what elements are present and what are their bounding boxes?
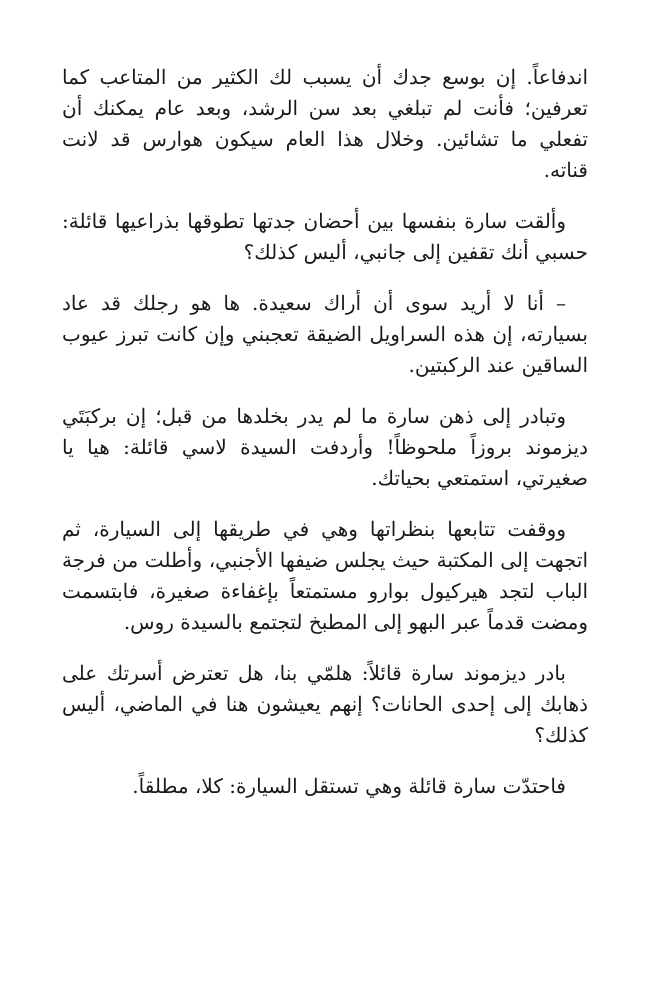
paragraph-2: وألقت سارة بنفسها بين أحضان جدتها تطوقها بذراعيها قائلة: حسبي أنك تقفين إلى جانبي، أليس كذلك؟ [62,209,588,264]
paragraph-5: ووقفت تتابعها بنظراتها وهي في طريقها إلى السيارة، ثم اتجهت إلى المكتبة حيث يجلس ضيفها الأجنبي، وأطلت من فرجة الباب لتجد هيركيول بوارو مستمتعاً بإغفاءة صغيرة، فابتسمت ومضت قدماً عبر البهو إلى المطبخ لتجتمع بالسيدة روس. [62,517,588,634]
paragraph-7: فاحتدّت سارة قائلة وهي تستقل السيارة: كلا، مطلقاً. [132,774,566,798]
paragraph-6: بادر ديزموند سارة قائلاً: هلمّي بنا، هل تعترض أسرتك على ذهابك إلى إحدى الحانات؟ إنهم يعيشون هنا في الماضي، أليس كذلك؟ [62,661,588,747]
paragraph-4: وتبادر إلى ذهن سارة ما لم يدر بخلدها من قبل؛ إن بركبَتَي ديزموند بروزاً ملحوظاً! وأردفت السيدة لاسي قائلة: هيا يا صغيرتي، استمتعي بحياتك. [62,404,588,490]
book-page [62,62,588,822]
paragraph-1: اندفاعاً. إن بوسع جدك أن يسبب لك الكثير من المتاعب كما تعرفين؛ فأنت لم تبلغي بعد سن الرشد، وبعد عام يمكنك أن تفعلي ما تشائين. وخلال هذا العام سيكون هوارس قد لانت قناته. [62,65,588,182]
paragraph-3: – أنا لا أريد سوى أن أراك سعيدة. ها هو رجلك قد عاد بسيارته، إن هذه السراويل الضيقة تعجبني وإن كانت تبرز عيوب الساقين عند الركبتين. [62,291,588,377]
